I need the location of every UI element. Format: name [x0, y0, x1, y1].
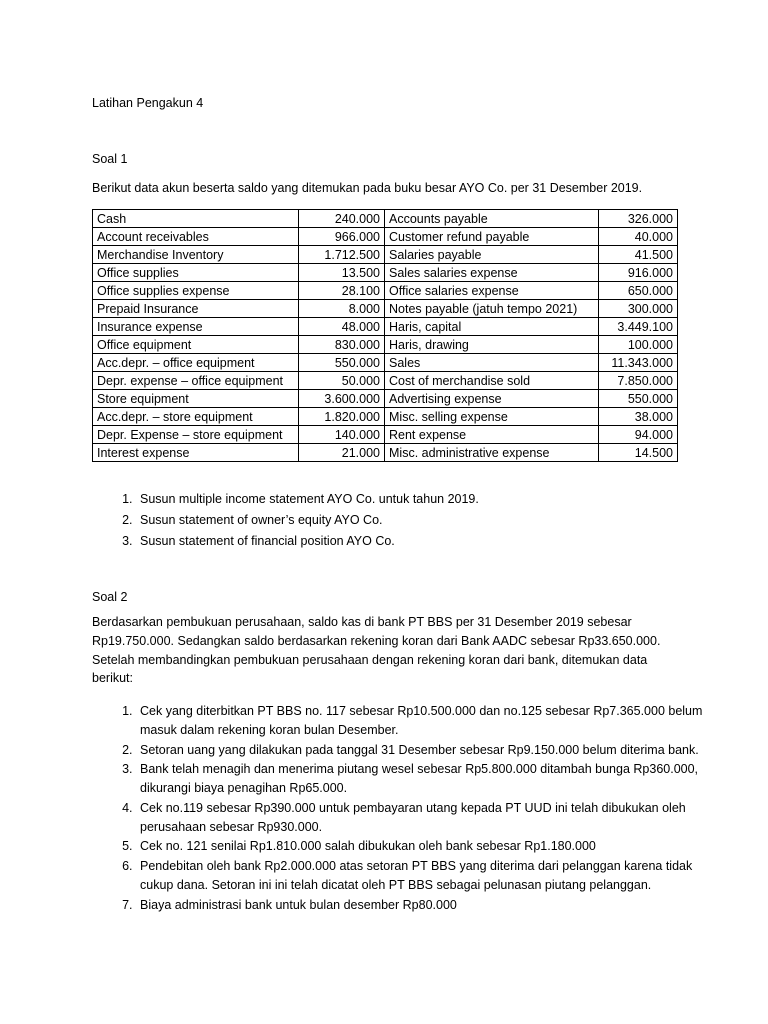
table-row: [93, 282, 678, 300]
balance-cell: 916.000: [599, 264, 678, 282]
balance-cell: 13.500: [299, 264, 385, 282]
list-item: 2. Setoran uang yang dilakukan pada tanggal 31 Desember sebesar Rp9.150.000 belum diterima bank.: [136, 741, 726, 760]
list-item: 4. Cek no.119 sebesar Rp390.000 untuk pembayaran utang kepada PT UUD ini telah dibukukan oleh perusahaan sebesar Rp930.000.: [136, 799, 726, 837]
account-name-cell: Account receivables: [93, 228, 299, 246]
balance-cell: 830.000: [299, 336, 385, 354]
table-row: [93, 444, 678, 462]
account-name-cell: Sales: [385, 354, 599, 372]
account-name-cell: Customer refund payable: [385, 228, 599, 246]
balance-cell: 14.500: [599, 444, 678, 462]
balance-cell: 550.000: [599, 390, 678, 408]
table-row: [93, 408, 678, 426]
account-name-cell: Depr. expense – office equipment: [93, 372, 299, 390]
balance-cell: 7.850.000: [599, 372, 678, 390]
account-name-cell: Office supplies expense: [93, 282, 299, 300]
balance-cell: 140.000: [299, 426, 385, 444]
soal-1-intro: Berikut data akun beserta saldo yang ditemukan pada buku besar AYO Co. per 31 Desember 2019.: [92, 181, 643, 195]
balance-cell: 41.500: [599, 246, 678, 264]
balance-cell: 1.712.500: [299, 246, 385, 264]
account-name-cell: Haris, capital: [385, 318, 599, 336]
table-row: [93, 354, 678, 372]
list-item: 3. Susun statement of financial position AYO Co.: [136, 532, 726, 551]
account-name-cell: Store equipment: [93, 390, 299, 408]
balance-cell: 38.000: [599, 408, 678, 426]
list-item: 1. Susun multiple income statement AYO Co. untuk tahun 2019.: [136, 490, 726, 509]
account-name-cell: Sales salaries expense: [385, 264, 599, 282]
account-name-cell: Rent expense: [385, 426, 599, 444]
list-item: 1. Cek yang diterbitkan PT BBS no. 117 sebesar Rp10.500.000 dan no.125 sebesar Rp7.365.000 belum masuk dalam rekening koran bulan Desember.: [136, 702, 726, 740]
account-name-cell: Haris, drawing: [385, 336, 599, 354]
balance-cell: 48.000: [299, 318, 385, 336]
soal-2-heading: Soal 2: [92, 590, 128, 604]
ledger-balance-table: [92, 209, 678, 462]
list-item: 5. Cek no. 121 senilai Rp1.810.000 salah dibukukan oleh bank sebesar Rp1.180.000: [136, 837, 726, 856]
account-name-cell: Salaries payable: [385, 246, 599, 264]
balance-cell: 94.000: [599, 426, 678, 444]
account-name-cell: Insurance expense: [93, 318, 299, 336]
account-name-cell: Misc. selling expense: [385, 408, 599, 426]
account-name-cell: Cash: [93, 210, 299, 228]
table-row: [93, 300, 678, 318]
balance-cell: 300.000: [599, 300, 678, 318]
list-item: 7. Biaya administrasi bank untuk bulan desember Rp80.000: [136, 896, 726, 915]
soal-1-task-list: [92, 490, 726, 552]
account-name-cell: Office equipment: [93, 336, 299, 354]
account-name-cell: Depr. Expense – store equipment: [93, 426, 299, 444]
balance-cell: 240.000: [299, 210, 385, 228]
balance-cell: 550.000: [299, 354, 385, 372]
table-row: [93, 210, 678, 228]
table-row: [93, 390, 678, 408]
account-name-cell: Interest expense: [93, 444, 299, 462]
soal-2-item-list: [92, 702, 726, 915]
balance-cell: 3.600.000: [299, 390, 385, 408]
document-title: Latihan Pengakun 4: [92, 96, 204, 110]
table-row: [93, 246, 678, 264]
list-item: 3. Bank telah menagih dan menerima piutang wesel sebesar Rp5.800.000 ditambah bunga Rp360.000, dikurangi biaya penagihan Rp65.000.: [136, 760, 726, 798]
balance-cell: 326.000: [599, 210, 678, 228]
account-name-cell: Misc. administrative expense: [385, 444, 599, 462]
account-name-cell: Acc.depr. – store equipment: [93, 408, 299, 426]
account-name-cell: Accounts payable: [385, 210, 599, 228]
account-name-cell: Notes payable (jatuh tempo 2021): [385, 300, 599, 318]
balance-cell: 40.000: [599, 228, 678, 246]
balance-cell: 966.000: [299, 228, 385, 246]
account-name-cell: Merchandise Inventory: [93, 246, 299, 264]
list-item: 6. Pendebitan oleh bank Rp2.000.000 atas setoran PT BBS yang diterima dari pelanggan karena tidak cukup dana. Setoran ini ini telah dicatat oleh PT BBS sebagai pelunasan piutang pelanggan.: [136, 857, 726, 895]
table-row: [93, 336, 678, 354]
table-row: [93, 372, 678, 390]
account-name-cell: Acc.depr. – office equipment: [93, 354, 299, 372]
balance-cell: 650.000: [599, 282, 678, 300]
account-name-cell: Office supplies: [93, 264, 299, 282]
table-row: [93, 426, 678, 444]
table-row: [93, 264, 678, 282]
balance-cell: 50.000: [299, 372, 385, 390]
balance-cell: 11.343.000: [599, 354, 678, 372]
account-name-cell: Advertising expense: [385, 390, 599, 408]
table-row: [93, 228, 678, 246]
list-item: 2. Susun statement of owner’s equity AYO Co.: [136, 511, 726, 530]
soal-1-heading: Soal 1: [92, 152, 128, 166]
balance-cell: 100.000: [599, 336, 678, 354]
account-name-cell: Office salaries expense: [385, 282, 599, 300]
balance-cell: 8.000: [299, 300, 385, 318]
balance-cell: 3.449.100: [599, 318, 678, 336]
balance-cell: 21.000: [299, 444, 385, 462]
account-name-cell: Prepaid Insurance: [93, 300, 299, 318]
soal-2-paragraph: Berdasarkan pembukuan perusahaan, saldo kas di bank PT BBS per 31 Desember 2019 sebesar Rp19.750.000. Sedangkan saldo berdasarkan rekening koran dari Bank AADC sebesar Rp33.650.000. Setelah membandingkan pembukuan perusahaan dengan rekening koran dari bank, ditemukan data berikut:: [92, 615, 661, 686]
account-name-cell: Cost of merchandise sold: [385, 372, 599, 390]
table-row: [93, 318, 678, 336]
balance-cell: 28.100: [299, 282, 385, 300]
balance-cell: 1.820.000: [299, 408, 385, 426]
